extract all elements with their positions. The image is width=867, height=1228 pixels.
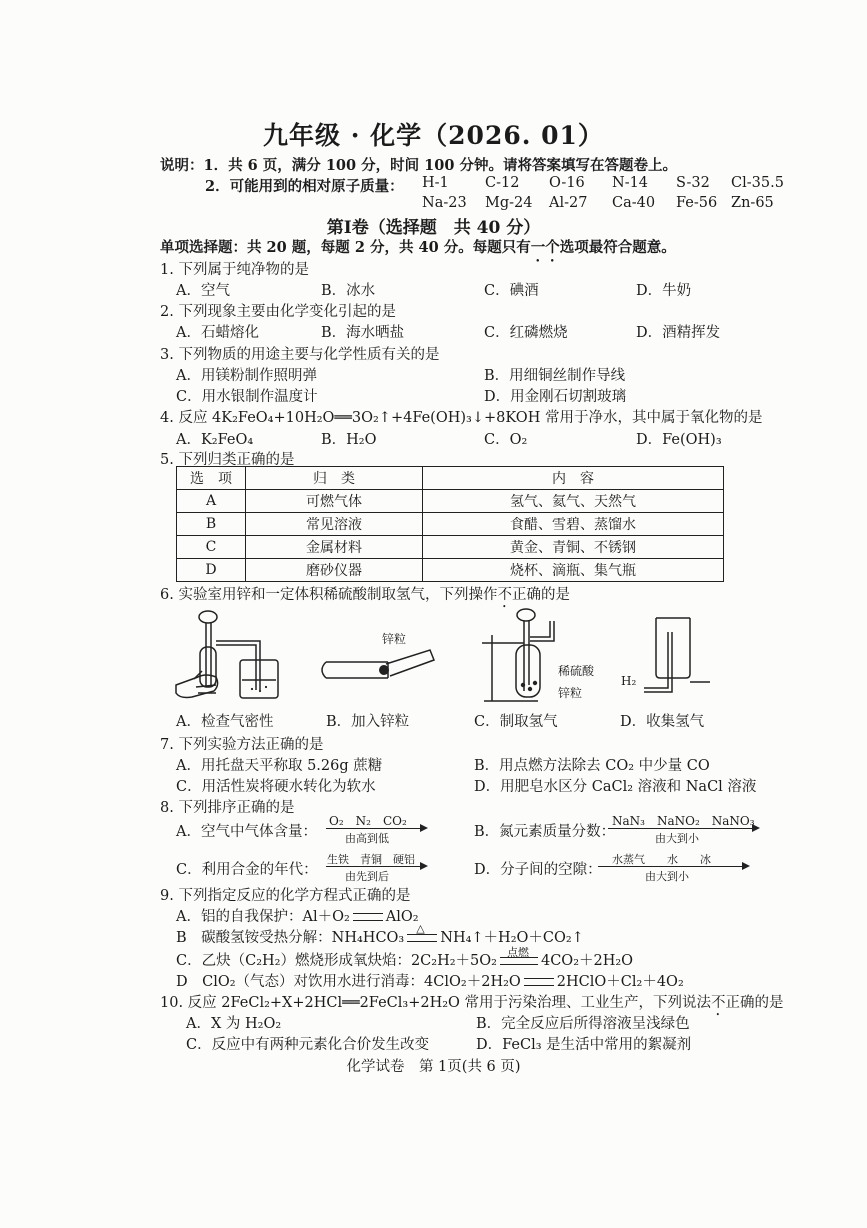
q10-option-c: C．反应中有两种元素化合价发生改变 (186, 1037, 430, 1053)
q9-c-left: C．乙炔（C₂H₂）燃烧形成氧炔焰：2C₂H₂＋5O₂ (176, 953, 497, 969)
q10-option-d: D．FeCl₃ 是生活中常用的絮凝剂 (476, 1037, 692, 1053)
q9-a-left: A．铝的自我保护：Al＋O₂ (176, 909, 350, 925)
q7-option-c: C．用活性炭将硬水转化为软水 (176, 779, 376, 795)
q9-c-right: 4CO₂＋2H₂O (540, 953, 634, 969)
q8-c-arrowhead (420, 862, 428, 870)
q8-b-arrow (608, 828, 754, 829)
q8-c-label: C．利用合金的年代： (176, 862, 318, 878)
q8-c-items: 生铁 青铜 硬铝 (327, 853, 415, 866)
q9-b-left: B 碳酸氢铵受热分解：NH₄HCO₃ (176, 930, 405, 946)
header-option: 选 项 (177, 467, 246, 490)
label-h2: H₂ (621, 674, 637, 688)
row-b-content: 食醋、雪碧、蒸馏水 (423, 513, 724, 536)
mass-Cl: Cl-35.5 (731, 175, 784, 191)
collect-hydrogen-illustration (612, 612, 712, 702)
section-title: 第Ⅰ卷（选择题 共 40 分） (326, 218, 541, 238)
q10-option-b: B．完全反应后所得溶液呈浅绿色 (476, 1016, 690, 1032)
q8-d-label: D．分子间的空隙： (474, 862, 602, 878)
q10-stem-post: 正确的是 (725, 995, 784, 1011)
row-a-content: 氢气、氦气、天然气 (423, 490, 724, 513)
q4-option-d: D．Fe(OH)₃ (636, 432, 722, 448)
airtightness-check-illustration (172, 605, 302, 705)
q8-d-arrow (598, 866, 744, 867)
q8-b-items: NaN₃ NaNO₂ NaNO₃ (612, 814, 755, 828)
q9-b-condition: △ (416, 922, 425, 935)
q8-b-arrowhead (752, 824, 760, 832)
equals-sign (353, 913, 383, 921)
q1-option-b: B．冰水 (321, 283, 376, 299)
page-footer: 化学试卷 第 1页(共 6 页) (346, 1059, 521, 1075)
q8-b-label: B．氮元素质量分数： (474, 824, 616, 840)
equals-sign (407, 934, 437, 942)
table-row (177, 490, 724, 513)
q9-c-condition-wrap (497, 946, 541, 969)
table-header-row (177, 467, 724, 490)
q8-a-label: A．空气中气体含量： (176, 824, 317, 840)
mass-Na: Na-23 (422, 195, 467, 211)
q9-a-right: AlO₂ (385, 909, 419, 925)
row-c-option: C (177, 536, 246, 559)
classification-table (176, 466, 724, 582)
mass-Al: Al-27 (549, 195, 588, 211)
q1-option-d: D．牛奶 (636, 283, 692, 299)
q9-b-right: NH₄↑＋H₂O＋CO₂↑ (440, 930, 584, 946)
table-row (177, 559, 724, 582)
label-zinc-2: 锌粒 (558, 686, 583, 700)
q6-option-b: B．加入锌粒 (326, 714, 410, 730)
q3-option-a: A．用镁粉制作照明弹 (176, 368, 317, 384)
mass-Ca: Ca-40 (612, 195, 656, 211)
instructions-emphasis: 一个 (530, 239, 560, 256)
q2-stem: 2. 下列现象主要由化学变化引起的是 (160, 304, 396, 320)
page-title: 九年级 · 化学（2026. 01） (263, 121, 604, 150)
q9-stem: 9. 下列指定反应的化学方程式正确的是 (160, 888, 411, 904)
q3-stem: 3. 下列物质的用途主要与化学性质有关的是 (160, 347, 440, 363)
q9-c-condition: 点燃 (506, 946, 529, 959)
row-b-category: 常见溶液 (246, 513, 423, 536)
instructions-text: 单项选择题：共 20 题，每题 2 分，共 40 分。每题只有 (160, 239, 531, 256)
q10-stem-emphasis: 不 (711, 995, 726, 1011)
mass-Mg: Mg-24 (485, 195, 533, 211)
q10-option-a: A．X 为 H₂O₂ (186, 1016, 282, 1032)
instructions-end: 选项最符合题意。 (559, 239, 676, 256)
q4-option-b: B．H₂O (321, 432, 377, 448)
q6-option-c: C．制取氢气 (474, 714, 558, 730)
row-d-category: 磨砂仪器 (246, 559, 423, 582)
q2-option-b: B．海水晒盐 (321, 325, 405, 341)
q8-a-under: 由高到低 (345, 832, 389, 845)
q8-d-under: 由大到小 (645, 870, 689, 883)
mass-S: S-32 (676, 175, 710, 191)
table-row (177, 536, 724, 559)
q3-option-c: C．用水银制作温度计 (176, 389, 318, 405)
q7-stem: 7. 下列实验方法正确的是 (160, 737, 324, 753)
q1-option-a: A．空气 (176, 283, 230, 299)
q4-option-c: C．O₂ (484, 432, 528, 448)
q8-a-items: O₂ N₂ CO₂ (329, 814, 407, 828)
q10-stem-pre: 10. 反应 2FeCl₂+X+2HCl══2FeCl₃+2H₂O 常用于污染治理、工业生产，下列说法 (160, 995, 712, 1011)
q7-option-a: A．用托盘天平称取 5.26g 蔗糖 (176, 758, 383, 774)
mass-H: H-1 (422, 175, 449, 191)
row-c-content: 黄金、青铜、不锈钢 (423, 536, 724, 559)
q4-option-a: A．K₂FeO₄ (176, 432, 254, 448)
q8-b-under: 由大到小 (655, 832, 699, 845)
q8-d-arrowhead (742, 862, 750, 870)
q6-stem-post: 正确的是 (511, 587, 570, 603)
mass-O: O-16 (549, 175, 585, 191)
q8-c-arrow (326, 866, 422, 867)
q5-stem: 5. 下列归类正确的是 (160, 452, 295, 468)
q9-b-condition-wrap (404, 922, 440, 946)
q7-option-b: B．用点燃方法除去 CO₂ 中少量 CO (474, 758, 710, 774)
q9-d-right: 2HClO＋Cl₂＋4O₂ (556, 974, 684, 990)
mass-C: C-12 (485, 175, 520, 191)
row-a-option: A (177, 490, 246, 513)
row-b-option: B (177, 513, 246, 536)
q6-stem-pre: 6. 实验室用锌和一定体积稀硫酸制取氢气，下列操作 (160, 587, 498, 603)
q6-stem-emphasis: 不 (497, 587, 512, 603)
q6-option-a: A．检查气密性 (176, 714, 274, 730)
q8-stem: 8. 下列排序正确的是 (160, 800, 295, 816)
q7-option-d: D．用肥皂水区分 CaCl₂ 溶液和 NaCl 溶液 (474, 779, 757, 795)
q1-stem: 1. 下列属于纯净物的是 (160, 262, 309, 278)
notes-label: 说明： (160, 157, 204, 174)
table-row (177, 513, 724, 536)
row-a-category: 可燃气体 (246, 490, 423, 513)
q2-option-c: C．红磷燃烧 (484, 325, 568, 341)
mass-Zn: Zn-65 (731, 195, 774, 211)
mass-Fe: Fe-56 (676, 195, 718, 211)
q8-c-under: 由先到后 (345, 870, 389, 883)
row-d-content: 烧杯、滴瓶、集气瓶 (423, 559, 724, 582)
q9-d-left: D ClO₂（气态）对饮用水进行消毒：4ClO₂＋2H₂O (176, 974, 521, 990)
notes-line1 (160, 154, 677, 175)
label-dilute-acid: 稀硫酸 (558, 664, 595, 678)
q8-a-arrow (326, 828, 422, 829)
mass-N: N-14 (612, 175, 649, 191)
q8-a-arrowhead (420, 824, 428, 832)
q3-option-d: D．用金刚石切割玻璃 (484, 389, 627, 405)
notes-line2-prefix: 2．可能用到的相对原子质量： (205, 178, 404, 195)
equals-sign (524, 978, 554, 986)
notes-text-1: 1．共 6 页，满分 100 分，时间 100 分钟。请将答案填写在答题卷上。 (203, 157, 677, 174)
header-category: 归 类 (246, 467, 423, 490)
header-content: 内 容 (423, 467, 724, 490)
q1-option-c: C．碘酒 (484, 283, 539, 299)
row-d-option: D (177, 559, 246, 582)
q3-option-b: B．用细铜丝制作导线 (484, 368, 626, 384)
q9-option-a (176, 905, 419, 926)
q8-d-items: 水蒸气 水 冰 (612, 853, 711, 866)
q4-stem: 4. 反应 4K₂FeO₄+10H₂O══3O₂↑+4Fe(OH)₃↓+8KOH 常用于净水，其中属于氧化物的是 (160, 410, 763, 426)
q2-option-a: A．石蜡熔化 (176, 325, 259, 341)
row-c-category: 金属材料 (246, 536, 423, 559)
q9-option-c (176, 946, 634, 970)
q6-option-d: D．收集氢气 (620, 714, 705, 730)
add-zinc-illustration (318, 640, 438, 690)
q2-option-d: D．酒精挥发 (636, 325, 721, 341)
q9-option-d (176, 970, 684, 991)
label-zinc: 锌粒 (382, 632, 407, 646)
